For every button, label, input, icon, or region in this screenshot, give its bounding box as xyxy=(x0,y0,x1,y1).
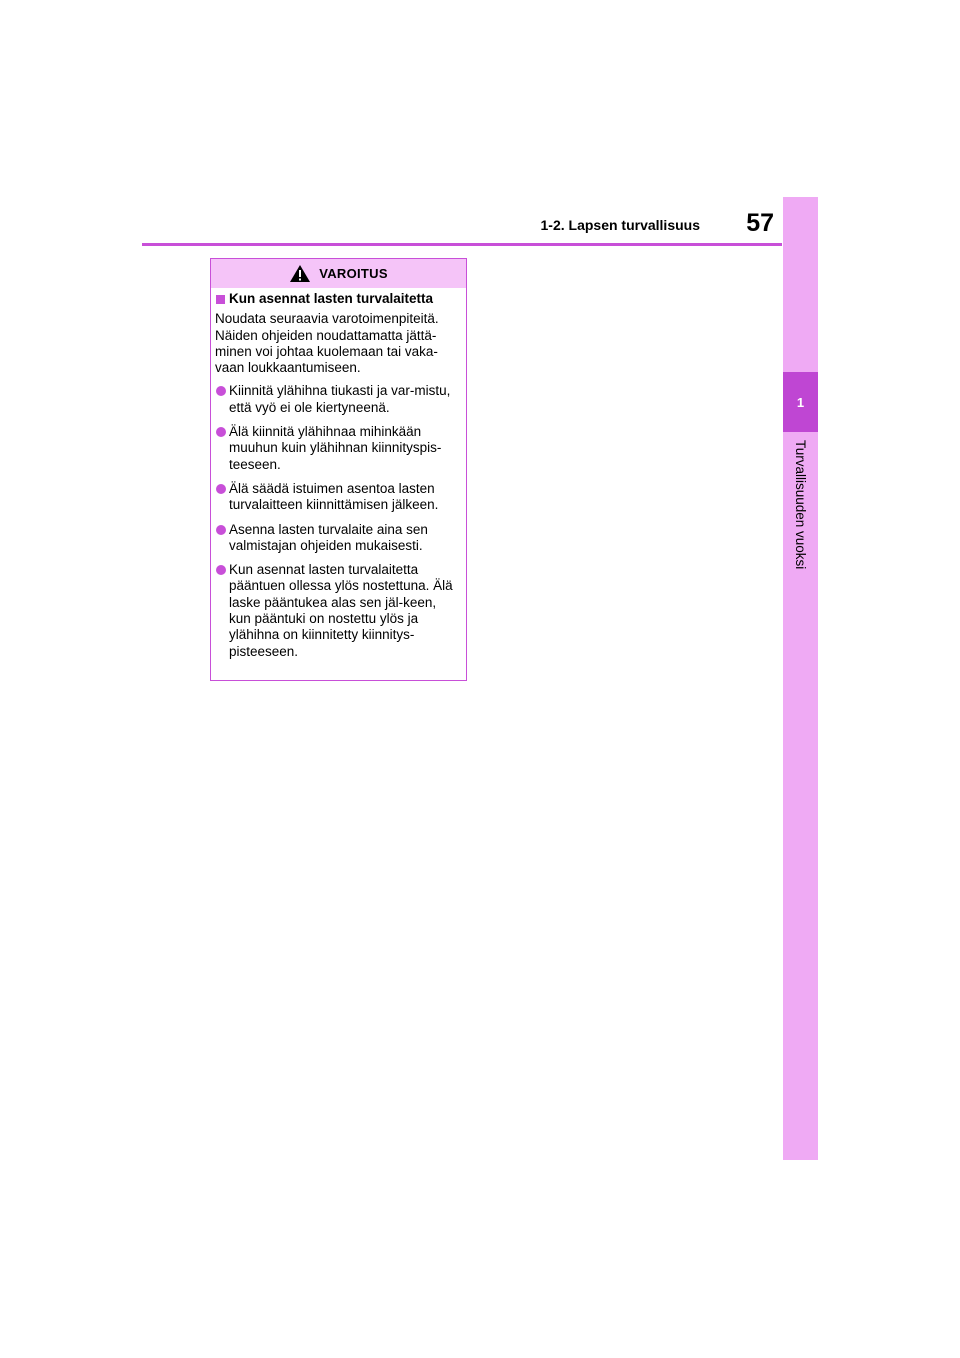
bullet-dot-icon xyxy=(216,386,226,396)
warning-box xyxy=(210,258,467,681)
list-item-text: Kun asennat lasten turvalaitetta pääntuen ollessa ylös nostettuna. Älä laske pääntukea alas sen jäl-keen, kun pääntuki on nostettu ylös ja ylähihna on kiinnitetty kiinnitys-pisteeseen. xyxy=(229,562,453,659)
warning-intro: Noudata seuraavia varotoimenpiteitä. Näiden ohjeiden noudattamatta jättä-minen voi johtaa kuolemaan tai vaka-vaan loukkaantumiseen. xyxy=(215,311,439,376)
section-title: 1-2. Lapsen turvallisuus xyxy=(540,217,700,233)
list-item-text: Älä kiinnitä ylähihnaa mihinkään muuhun kuin ylähihnan kiinnityspis-teeseen. xyxy=(229,424,442,472)
warning-header xyxy=(211,259,466,288)
square-bullet-icon xyxy=(216,295,225,304)
chapter-title: Turvallisuuden vuoksi xyxy=(793,440,808,570)
chapter-side-tab xyxy=(783,197,818,1160)
list-item xyxy=(215,481,461,514)
header-rule xyxy=(142,243,782,246)
list-item xyxy=(215,383,461,416)
warning-body xyxy=(211,288,466,660)
warning-label: VAROITUS xyxy=(319,266,388,281)
chapter-number-tab[interactable]: 1 xyxy=(783,372,818,432)
bullet-dot-icon xyxy=(216,565,226,575)
warning-heading-text: Kun asennat lasten turvalaitetta xyxy=(229,291,434,306)
warning-triangle-icon xyxy=(289,264,311,283)
list-item-text: Asenna lasten turvalaite aina sen valmistajan ohjeiden mukaisesti. xyxy=(229,521,428,553)
list-item xyxy=(215,522,461,555)
list-item-text: Älä säädä istuimen asentoa lasten turvalaitteen kiinnittämisen jälkeen. xyxy=(229,480,439,513)
page-number: 57 xyxy=(746,209,774,237)
warning-subheading xyxy=(215,291,461,307)
bullet-dot-icon xyxy=(216,525,226,535)
bullet-dot-icon xyxy=(216,427,226,437)
bullet-dot-icon xyxy=(216,484,226,494)
list-item-text: Kiinnitä ylähihna tiukasti ja var-mistu, että vyö ei ole kiertyneenä. xyxy=(229,383,451,415)
list-item xyxy=(215,424,461,473)
list-item xyxy=(215,562,461,660)
